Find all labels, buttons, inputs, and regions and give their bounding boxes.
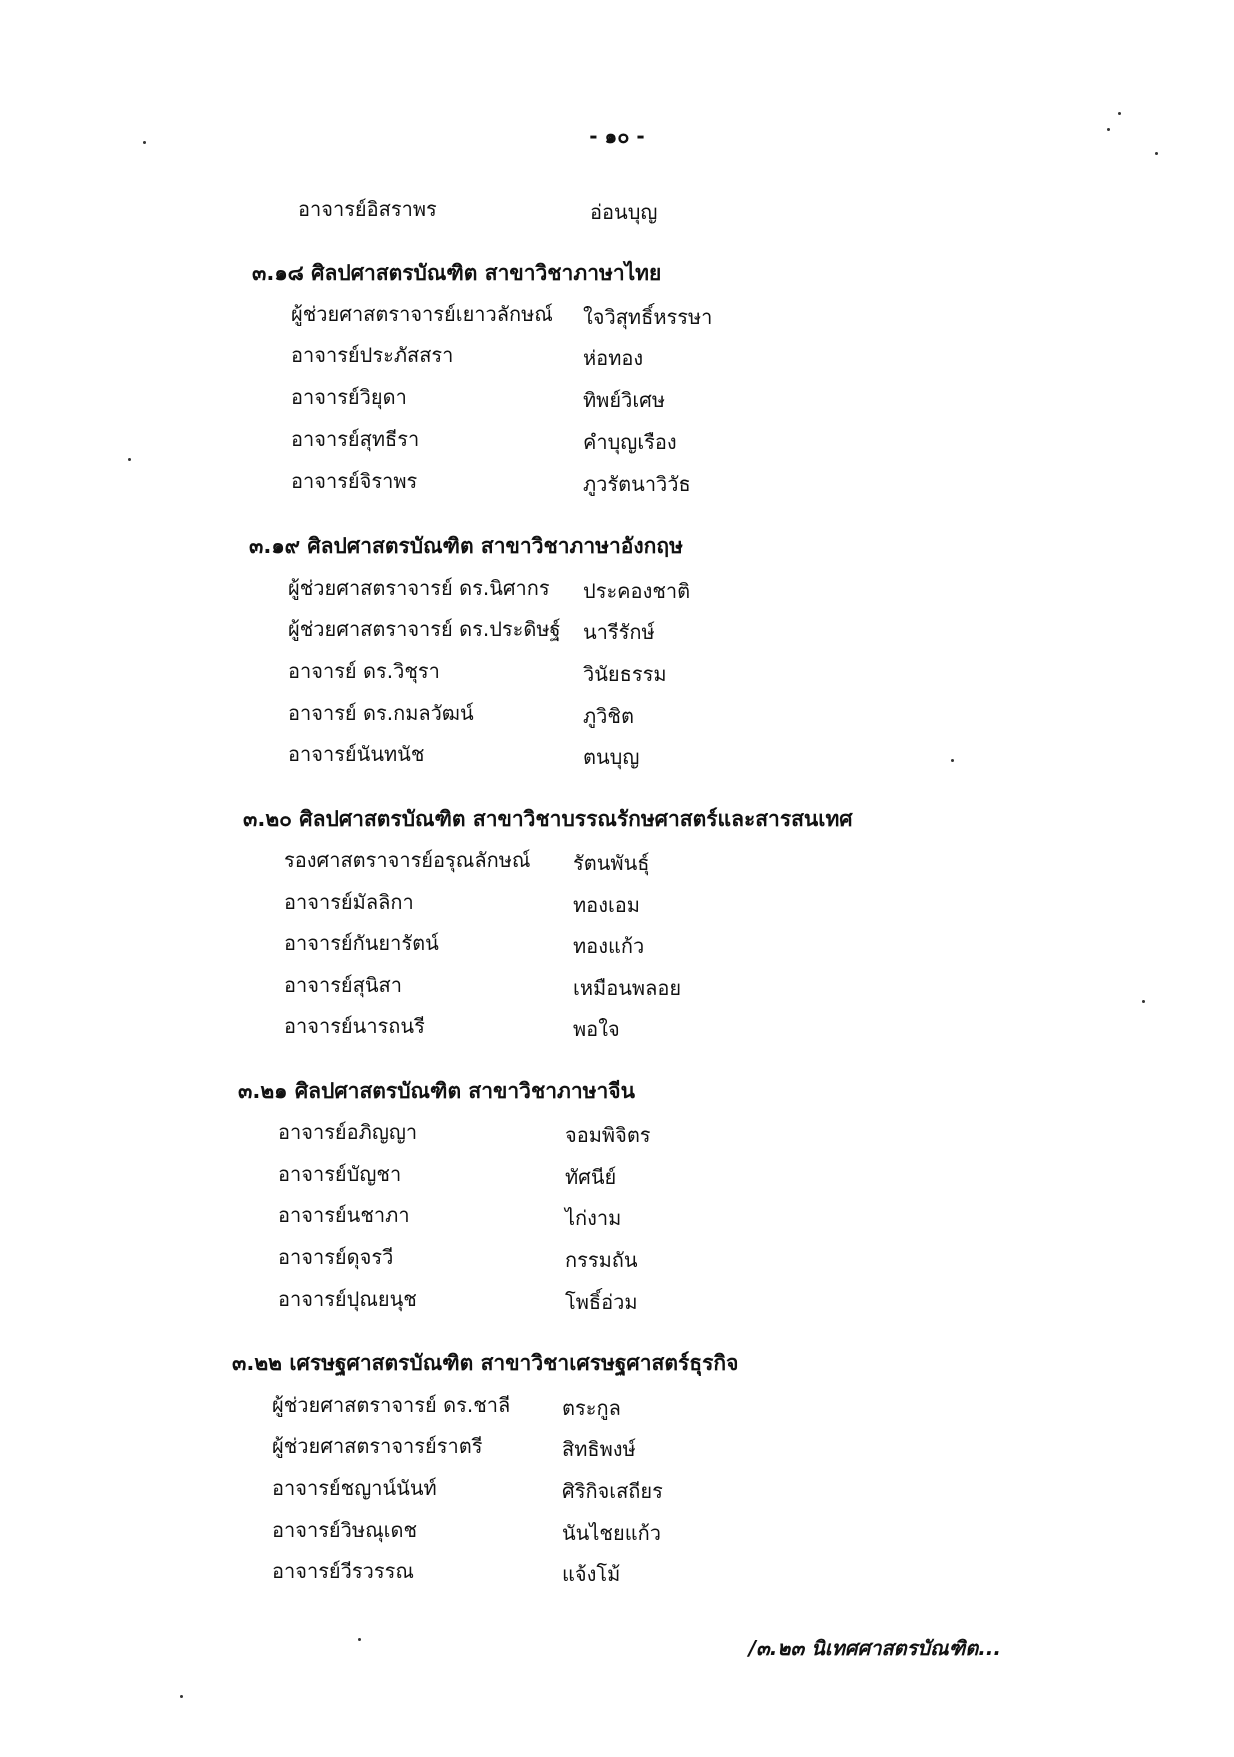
member-surname: ทองเอม xyxy=(573,893,640,917)
section-heading: ๓.๒๐ ศิลปศาสตรบัณฑิต สาขาวิชาบรรณรักษศาสตร์และสารสนเทศ xyxy=(243,807,853,831)
member-title: ผู้ช่วยศาสตราจารย์ ดร.ชาลี xyxy=(272,1393,511,1417)
member-title: อาจารย์ปุณยนุช xyxy=(278,1287,417,1311)
scan-speck xyxy=(180,1695,183,1698)
section-heading: ๓.๑๙ ศิลปศาสตรบัณฑิต สาขาวิชาภาษาอังกฤษ xyxy=(249,534,683,558)
continuation-note: /๓.๒๓ นิเทศศาสตรบัณฑิต... xyxy=(748,1636,1001,1660)
member-title: ผู้ช่วยศาสตราจารย์เยาวลักษณ์ xyxy=(291,302,553,326)
member-surname: จอมพิจิตร xyxy=(565,1123,651,1147)
page-number: - ๑๐ - xyxy=(589,124,645,148)
member-title: อาจารย์ชญาน์นันท์ xyxy=(272,1476,437,1500)
member-surname: คำบุญเรือง xyxy=(583,430,677,454)
member-surname: สิทธิพงษ์ xyxy=(562,1437,636,1461)
member-title: อาจารย์ประภัสสรา xyxy=(291,343,454,367)
scan-speck xyxy=(143,141,146,144)
member-title: อาจารย์นารถนรี xyxy=(284,1014,425,1038)
member-surname: วินัยธรรม xyxy=(583,662,667,686)
member-title: รองศาสตราจารย์อรุณลักษณ์ xyxy=(284,848,531,872)
section-heading: ๓.๑๘ ศิลปศาสตรบัณฑิต สาขาวิชาภาษาไทย xyxy=(252,261,662,285)
member-surname: แจ้งโม้ xyxy=(562,1562,621,1586)
member-title: อาจารย์จิราพร xyxy=(291,469,418,493)
member-title: อาจารย์ ดร.วิชุรา xyxy=(288,659,440,683)
member-surname: ห่อทอง xyxy=(583,346,644,370)
member-surname: ภูวรัตนาวิวัธ xyxy=(583,472,691,496)
scan-speck xyxy=(1118,112,1121,115)
member-surname: ศิริกิจเสถียร xyxy=(562,1479,663,1503)
member-surname: นารีรักษ์ xyxy=(583,620,655,644)
scan-speck xyxy=(1107,128,1110,131)
member-title: อาจารย์ดุจรวี xyxy=(278,1245,394,1269)
member-surname: ทองแก้ว xyxy=(573,934,645,958)
member-surname: นันไชยแก้ว xyxy=(562,1521,661,1545)
member-surname: ตระกูล xyxy=(562,1396,621,1420)
scan-speck xyxy=(1142,1000,1145,1003)
member-title: อาจารย์อิสราพร xyxy=(298,197,437,221)
member-title: ผู้ช่วยศาสตราจารย์ ดร.นิศากร xyxy=(288,576,550,600)
member-surname: พอใจ xyxy=(573,1017,620,1041)
member-surname: ประคองชาติ xyxy=(583,579,691,603)
member-surname: ไก่งาม xyxy=(565,1206,622,1230)
member-surname: อ่อนบุญ xyxy=(590,200,658,224)
member-surname: เหมือนพลอย xyxy=(573,976,682,1000)
member-title: อาจารย์มัลลิกา xyxy=(284,890,414,914)
member-surname: รัตนพันธุ์ xyxy=(573,851,650,875)
member-title: อาจารย์ ดร.กมลวัฒน์ xyxy=(288,701,474,725)
scan-speck xyxy=(358,1638,361,1641)
member-title: อาจารย์นชาภา xyxy=(278,1203,410,1227)
member-title: อาจารย์วิยุดา xyxy=(291,385,407,409)
section-heading: ๓.๒๑ ศิลปศาสตรบัณฑิต สาขาวิชาภาษาจีน xyxy=(238,1079,635,1103)
member-title: ผู้ช่วยศาสตราจารย์ราตรี xyxy=(272,1434,483,1458)
member-title: อาจารย์สุนิสา xyxy=(284,973,402,997)
member-title: อาจารย์สุทธีรา xyxy=(291,427,420,451)
member-title: อาจารย์วิษณุเดช xyxy=(272,1518,418,1542)
member-title: อาจารย์นันทนัช xyxy=(288,742,425,766)
member-surname: ตนบุญ xyxy=(583,745,640,769)
member-surname: ทัศนีย์ xyxy=(565,1165,617,1189)
member-surname: โพธิ์อ่วม xyxy=(565,1290,638,1314)
member-surname: ภูวิชิต xyxy=(583,704,634,728)
member-title: อาจารย์บัญชา xyxy=(278,1162,402,1186)
member-surname: ทิพย์วิเศษ xyxy=(583,388,666,412)
member-title: อาจารย์อภิญญา xyxy=(278,1120,418,1144)
section-heading: ๓.๒๒ เศรษฐศาสตรบัณฑิต สาขาวิชาเศรษฐศาสตร์ธุรกิจ xyxy=(232,1351,739,1375)
scan-speck xyxy=(1155,152,1158,155)
member-title: อาจารย์วีรวรรณ xyxy=(272,1559,414,1583)
member-surname: ใจวิสุทธิ์หรรษา xyxy=(583,305,713,329)
member-title: ผู้ช่วยศาสตราจารย์ ดร.ประดิษฐ์ xyxy=(288,617,561,641)
scan-speck xyxy=(128,458,131,461)
member-title: อาจารย์กันยารัตน์ xyxy=(284,931,439,955)
member-surname: กรรมถัน xyxy=(565,1248,638,1272)
scan-speck xyxy=(951,759,954,762)
